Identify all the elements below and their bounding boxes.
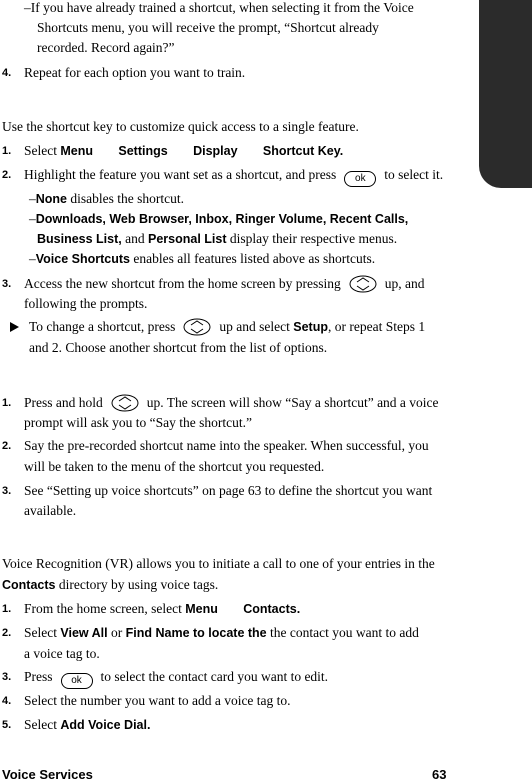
tip-text: [29, 318, 425, 336]
conjunction: and: [121, 231, 148, 246]
tip-arrow-icon: [10, 322, 19, 332]
step-number: 1.: [2, 145, 12, 157]
menu-path-item: Setup: [293, 320, 328, 334]
menu-path-item: Contacts: [2, 578, 56, 592]
menu-path-item: Menu: [60, 144, 94, 158]
step-number: 2.: [2, 440, 12, 452]
conjunction: or: [107, 625, 126, 640]
step-text: [24, 668, 328, 689]
section-intro: Use the shortcut key to customize quick access to a single feature.: [2, 119, 359, 134]
step-text-lead: Select: [24, 625, 57, 640]
option-name: Business List,: [37, 232, 122, 246]
section-intro-cont: [2, 576, 218, 594]
step-text-tail: up, and: [384, 276, 425, 291]
option-item: [29, 190, 184, 208]
step-text-tail: up. The screen will show “Say a shortcut” and a voice: [146, 395, 439, 410]
step-text: Say the pre-recorded shortcut name into the speaker. When successful, you: [24, 438, 429, 453]
step-number: 3.: [2, 671, 12, 683]
menu-path-item: View All: [60, 626, 108, 640]
step-text: [24, 716, 150, 734]
step-number: 2.: [2, 627, 12, 639]
dash: –: [29, 211, 36, 226]
step-text: See “Setting up voice shortcuts” on page 63 to define the shortcut you want: [24, 483, 433, 498]
step-text-lead: Select: [24, 143, 57, 158]
nav-key-icon: [183, 318, 211, 336]
option-desc: enables all features listed above as shortcuts.: [129, 251, 376, 266]
text-line: recorded. Record again?”: [37, 40, 175, 55]
step-text: [24, 600, 300, 618]
menu-path-item: Display: [193, 144, 238, 158]
step-text-cont: following the prompts.: [24, 296, 148, 311]
option-item: [29, 250, 375, 268]
option-name: None: [35, 192, 67, 206]
step-text-lead: Press: [24, 669, 53, 684]
step-text: [24, 166, 443, 187]
text-line: –If you have already trained a shortcut, when selecting it from the Voice: [24, 0, 414, 15]
step-text-cont: prompt will ask you to “Say the shortcut.”: [24, 415, 252, 430]
step-text: Repeat for each option you want to train.: [24, 65, 246, 80]
tip-text-cont: and 2. Choose another shortcut from the list of options.: [29, 340, 328, 355]
option-desc: disables the shortcut.: [67, 191, 184, 206]
option-name: Personal List: [148, 232, 227, 246]
dash: –: [29, 191, 36, 206]
step-text-tail: the contact you want to add: [266, 625, 419, 640]
menu-path-item: Add Voice Dial.: [60, 718, 151, 732]
step-number: 4.: [2, 67, 12, 79]
step-number: 4.: [2, 695, 12, 707]
text-line: Shortcuts menu, you will receive the prompt, “Shortcut already: [37, 20, 379, 35]
step-text-cont: will be taken to the menu of the shortcut you requested.: [24, 459, 325, 474]
dash: –: [29, 251, 36, 266]
step-number: 5.: [2, 719, 12, 731]
option-name: Voice Shortcuts: [35, 252, 130, 266]
tip-tail: , or repeat Steps 1: [327, 319, 426, 334]
option-name: Downloads, Web Browser, Inbox, Ringer Volume, Recent Calls,: [35, 212, 409, 226]
step-text-lead: From the home screen, select: [24, 601, 182, 616]
step-number: 1.: [2, 397, 12, 409]
ok-key-icon: ok: [61, 673, 93, 689]
footer-section-title: Voice Services: [2, 767, 93, 782]
step-text: [24, 142, 343, 160]
tip-mid: up and select: [219, 319, 290, 334]
step-text-lead: Highlight the feature you want set as a shortcut, and press: [24, 167, 337, 182]
option-item-cont: [37, 230, 397, 248]
page-number: 63: [432, 767, 447, 782]
step-text: Select the number you want to add a voice tag to.: [24, 693, 291, 708]
step-text-lead: Access the new shortcut from the home screen by pressing: [24, 276, 341, 291]
menu-path-item: Shortcut Key.: [262, 144, 344, 158]
ok-key-icon: ok: [344, 171, 376, 187]
step-number: 2.: [2, 169, 12, 181]
menu-path-item: Menu: [185, 602, 218, 616]
step-number: 1.: [2, 603, 12, 615]
nav-key-icon: [111, 394, 139, 412]
step-text-cont: a voice tag to.: [24, 646, 100, 661]
step-text: [24, 624, 419, 642]
option-desc: display their respective menus.: [226, 231, 398, 246]
step-text: [24, 394, 439, 412]
nav-key-icon: [349, 275, 377, 293]
step-text-tail: to select it.: [384, 167, 444, 182]
tip-lead: To change a shortcut, press: [29, 319, 176, 334]
step-text: [24, 275, 425, 293]
menu-path-item: Find Name to locate the: [125, 626, 267, 640]
step-text-cont: available.: [24, 503, 77, 518]
menu-path-item: Contacts.: [243, 602, 301, 616]
intro-tail: directory by using voice tags.: [55, 577, 219, 592]
step-number: 3.: [2, 278, 12, 290]
step-text-tail: to select the contact card you want to edit.: [100, 669, 329, 684]
menu-path-item: Settings: [118, 144, 168, 158]
step-text-lead: Select: [24, 717, 57, 732]
option-item: [29, 210, 408, 228]
step-number: 3.: [2, 485, 12, 497]
step-text-lead: Press and hold: [24, 395, 103, 410]
section-intro: Voice Recognition (VR) allows you to initiate a call to one of your entries in the: [2, 556, 435, 571]
section-tab: [479, 0, 532, 188]
